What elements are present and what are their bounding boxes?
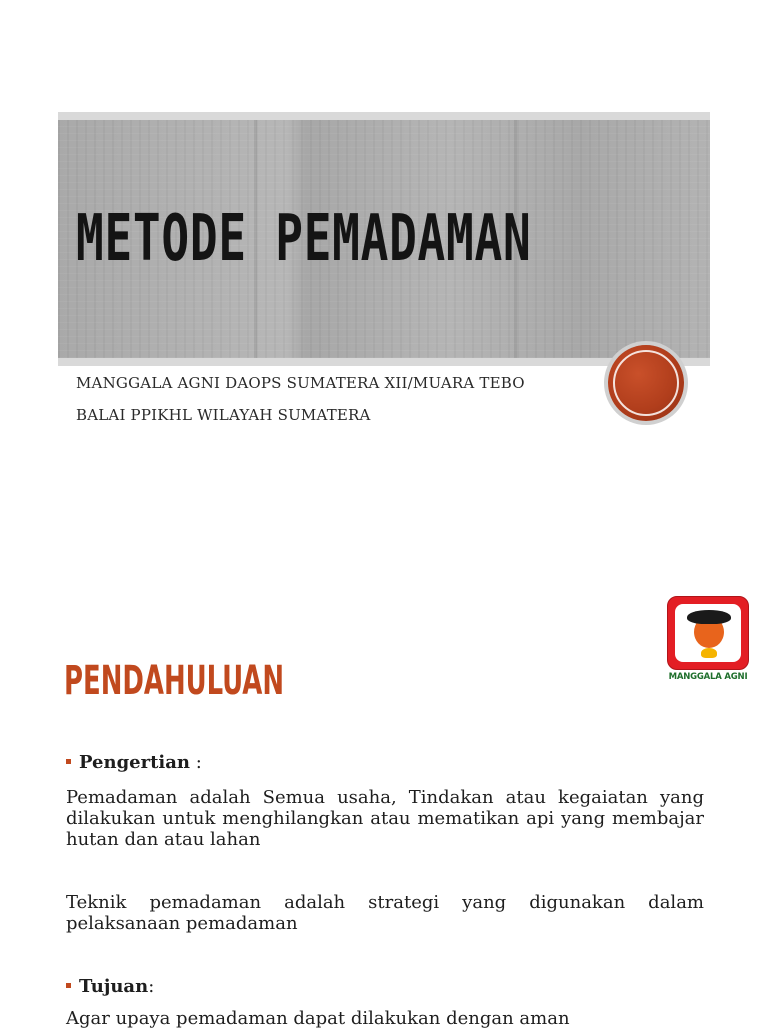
paragraph-goal xyxy=(66,1008,704,1029)
slide-title: METODE PEMADAMAN xyxy=(76,202,532,276)
decorative-circle xyxy=(608,345,684,421)
paragraph-text: Agar upaya pemadaman dapat dilakukan dengan aman xyxy=(66,1008,570,1029)
bullet-square-icon xyxy=(66,759,71,764)
logo-inner xyxy=(675,604,741,662)
logo-hat-icon xyxy=(687,610,731,624)
subtitle-institution: BALAI PPIKHL WILAYAH SUMATERA xyxy=(76,406,371,424)
bullet-suffix: : xyxy=(190,752,202,773)
logo-text: MANGGALA AGNI xyxy=(668,672,748,682)
bullet-pengertian xyxy=(66,752,202,773)
paragraph-text: Teknik pemadaman adalah strategi yang digunakan dalam pelaksanaan pemadaman xyxy=(66,892,704,934)
content-slide xyxy=(0,512,768,1029)
bullet-suffix: : xyxy=(148,976,155,997)
logo-flame-icon xyxy=(701,648,717,658)
bullet-tujuan xyxy=(66,976,154,997)
title-banner xyxy=(58,112,710,366)
bullet-label: Pengertian xyxy=(79,752,191,773)
bullet-label: Tujuan xyxy=(79,976,149,997)
paragraph-text: Pemadaman adalah Semua usaha, Tindakan atau kegaiatan yang dilakukan untuk menghilangkan atau mematikan api yang membajar hutan dan atau lahan xyxy=(66,787,704,850)
manggala-agni-logo xyxy=(665,596,751,686)
subtitle-organization: MANGGALA AGNI DAOPS SUMATERA XII/MUARA TEBO xyxy=(76,374,525,392)
paragraph-definition xyxy=(66,787,704,850)
title-slide xyxy=(0,0,768,512)
paragraph-technique xyxy=(66,892,704,934)
bullet-square-icon xyxy=(66,983,71,988)
logo-frame xyxy=(667,596,749,670)
section-title: PENDAHULUAN xyxy=(64,658,285,704)
